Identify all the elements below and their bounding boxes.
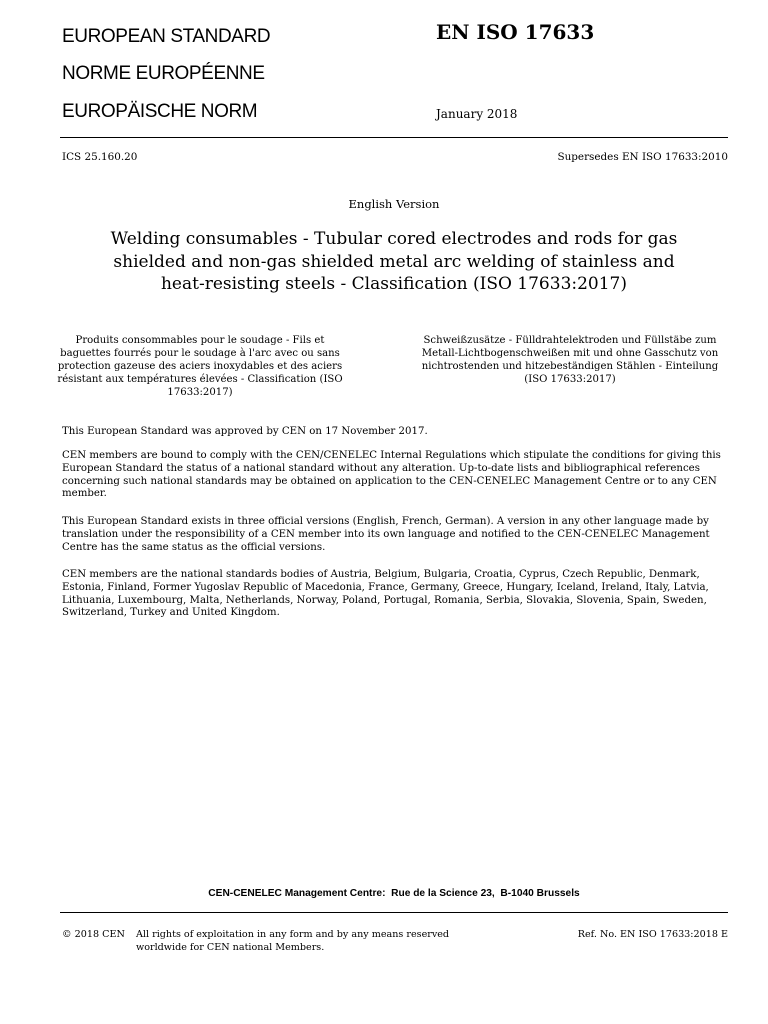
standard-heading-french: NORME EUROPÉENNE — [62, 63, 265, 84]
german-title: Schweißzusätze - Fülldrahtelektroden und Füllstäbe zum Metall-Lichtbogenschweißen mit und ohne Gasschutz von nichtrostenden und hitzebeständigen Stählen - Einteilung (ISO 17633:2017) — [421, 335, 719, 386]
copyright-notice: © 2018 CEN — [62, 929, 125, 940]
french-title: Produits consommables pour le soudage - Fils et baguettes fourrés pour le soudage à l'arc avec ou sans protection gazeuse des aciers inoxydables et des aciers résistant aux températures élevées - Classification (ISO 17633:2017) — [57, 335, 343, 399]
footer-divider — [60, 912, 728, 913]
versions-paragraph: This European Standard exists in three official versions (English, French, German). A version in any other language made by translation under the responsibility of a CEN member into its own language and notified to the CEN-CENELEC Management Centre has the same status as the official versions. — [62, 516, 710, 553]
publication-date: January 2018 — [436, 107, 518, 121]
compliance-paragraph: CEN members are bound to comply with the CEN/CENELEC Internal Regulations which stipulate the conditions for giving this European Standard the status of a national standard without any alteration. Up-to-date lists and bibliographical references concerning such national standards may be obtained on application to the CEN-CENELEC Management Centre or to any CEN member. — [62, 450, 721, 500]
document-title: Welding consumables - Tubular cored electrodes and rods for gas shielded and non-gas shielded metal arc welding of stainless and heat-resisting steels - Classification (ISO 17633:2017) — [110, 229, 678, 294]
ics-code: ICS 25.160.20 — [62, 151, 138, 163]
rights-statement: All rights of exploitation in any form and by any means reserved worldwide for CEN national Members. — [136, 929, 450, 953]
supersedes-note: Supersedes EN ISO 17633:2010 — [557, 151, 728, 163]
version-label: English Version — [348, 197, 440, 211]
approval-paragraph: This European Standard was approved by CEN on 17 November 2017. — [62, 426, 428, 437]
management-centre-address: CEN-CENELEC Management Centre: Rue de la Science 23, B-1040 Brussels — [208, 888, 580, 899]
standard-heading-german: EUROPÄISCHE NORM — [62, 101, 258, 122]
header-divider — [60, 137, 728, 138]
standard-heading-english: EUROPEAN STANDARD — [62, 26, 271, 47]
members-paragraph: CEN members are the national standards bodies of Austria, Belgium, Bulgaria, Croatia, Cyprus, Czech Republic, Denmark, Estonia, Finland, Former Yugoslav Republic of Macedonia, France, Germany, Greece, Hungary, Iceland, Ireland, Italy, Latvia, Lithuania, Luxembourg, Malta, Netherlands, Norway, Poland, Portugal, Romania, Serbia, Slovakia, Slovenia, Spain, Sweden, Switzerland, Turkey and United Kingdom. — [62, 569, 709, 619]
reference-number: Ref. No. EN ISO 17633:2018 E — [577, 929, 728, 940]
standard-number: EN ISO 17633 — [436, 20, 595, 44]
